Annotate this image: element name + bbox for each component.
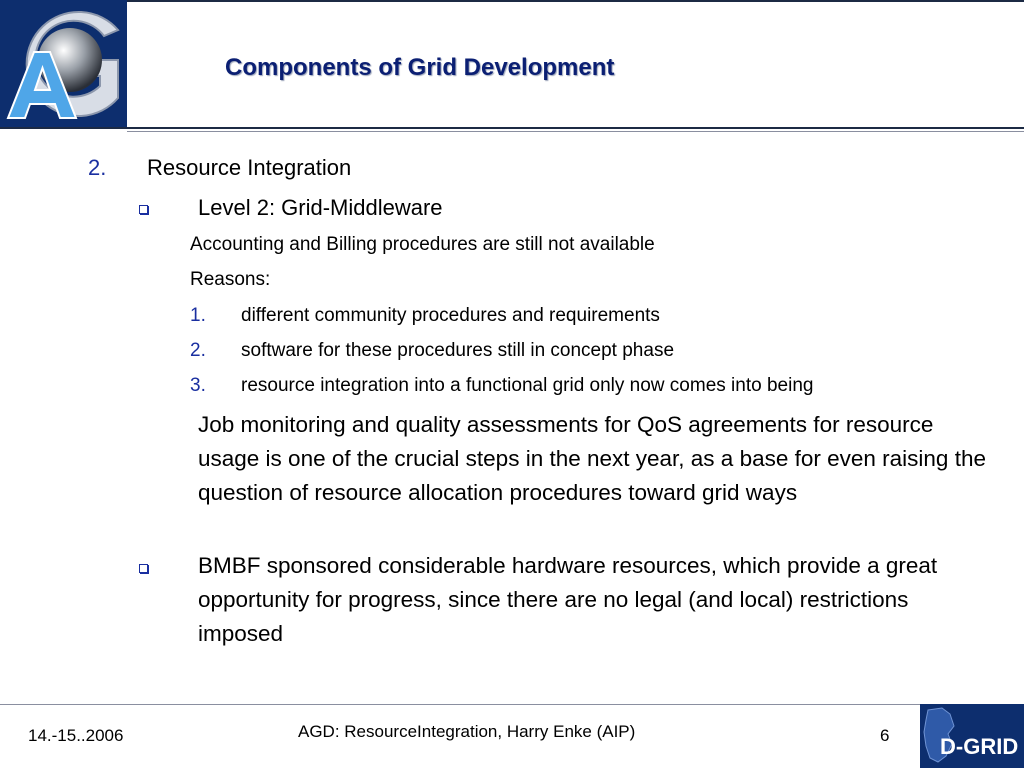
reasons-label: Reasons: [190, 269, 271, 290]
reason-number: 2. [190, 340, 206, 361]
slide-title: Components of Grid Development [225, 54, 615, 81]
bullet-square-icon [139, 564, 148, 573]
reason-number: 1. [190, 305, 206, 326]
agd-logo [0, 0, 127, 128]
footer-author: AGD: ResourceIntegration, Harry Enke (AIP) [298, 722, 636, 741]
reason-text: software for these procedures still in concept phase [241, 340, 675, 361]
dgrid-logo [920, 704, 1024, 768]
job-monitoring-paragraph: Job monitoring and quality assessments for QoS agreements for resource usage is one of the crucial steps in the next year, as a base for even raising the question of resource allocation procedures toward grid ways [198, 412, 986, 505]
bullet-square-icon [139, 205, 148, 214]
bullet-level2-middleware: Level 2: Grid-Middleware [198, 195, 443, 220]
header-rule-thin [127, 131, 1024, 132]
footer-rule [0, 704, 920, 705]
bullet-bmbf-sponsored: BMBF sponsored considerable hardware resources, which provide a great opportunity for progress, since there are no legal (and local) restrictions imposed [198, 553, 938, 646]
section-title: Resource Integration [147, 155, 352, 180]
footer-date: 14.-15..2006 [28, 726, 124, 745]
reason-text: resource integration into a functional grid only now comes into being [241, 375, 814, 396]
header-top-rule [127, 0, 1024, 2]
dgrid-logo-text: D-GRID [940, 734, 1019, 759]
reason-text: different community procedures and requirements [241, 305, 660, 326]
reason-number: 3. [190, 375, 206, 396]
page-number: 6 [880, 726, 890, 745]
accounting-line: Accounting and Billing procedures are still not available [190, 234, 655, 255]
section-number: 2. [88, 155, 107, 180]
header-rule [0, 127, 1024, 129]
